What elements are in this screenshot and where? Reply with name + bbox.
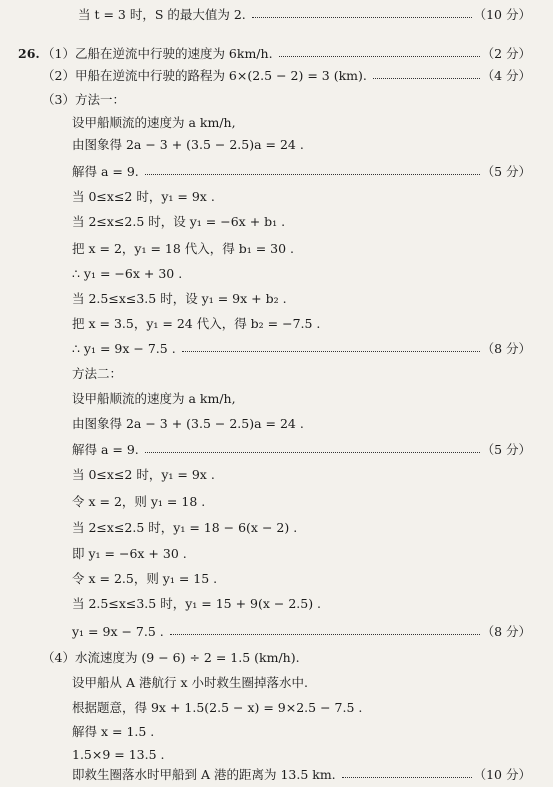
line-text: ∴ y₁ = −6x + 30 . bbox=[72, 266, 183, 281]
line-text: 方法二： bbox=[72, 366, 123, 381]
dotted-leader bbox=[252, 17, 472, 18]
question-number: 26. bbox=[18, 46, 40, 61]
line-text: 解得 a = 9. bbox=[72, 442, 139, 457]
score-points: （10 分） bbox=[473, 7, 531, 22]
line-text: （1）乙船在逆流中行驶的速度为 6km/h. bbox=[42, 46, 273, 61]
solution-line bbox=[0, 516, 553, 540]
solution-line bbox=[0, 696, 553, 720]
line-text: 令 x = 2.5，则 y₁ = 15 . bbox=[72, 571, 218, 586]
solution-line bbox=[0, 412, 553, 436]
solution-line bbox=[0, 438, 553, 462]
solution-line bbox=[0, 542, 553, 566]
solution-line bbox=[0, 490, 553, 514]
solution-line bbox=[0, 312, 553, 336]
line-text: （4）水流速度为 (9 − 6) ÷ 2 = 1.5 (km/h). bbox=[42, 650, 300, 665]
line-text: 1.5×9 = 13.5 . bbox=[72, 747, 165, 762]
solution-line bbox=[0, 160, 553, 184]
line-text: 由图象得 2a − 3 + (3.5 − 2.5)a = 24 . bbox=[72, 137, 304, 152]
solution-line bbox=[0, 64, 553, 88]
solution-line bbox=[0, 362, 553, 386]
score-points: （2 分） bbox=[481, 46, 531, 61]
line-text: （3）方法一： bbox=[42, 92, 125, 107]
line-text: 当 0≤x≤2 时，y₁ = 9x . bbox=[72, 467, 215, 482]
solution-line bbox=[0, 337, 553, 361]
solution-line bbox=[0, 720, 553, 744]
line-text: 当 2≤x≤2.5 时，设 y₁ = −6x + b₁ . bbox=[72, 214, 286, 229]
solution-line bbox=[0, 262, 553, 286]
line-text: 当 2.5≤x≤3.5 时，y₁ = 15 + 9(x − 2.5) . bbox=[72, 596, 322, 611]
score-points: （10 分） bbox=[473, 767, 531, 782]
solution-line bbox=[0, 237, 553, 261]
solution-line bbox=[0, 387, 553, 411]
solution-line bbox=[0, 42, 553, 66]
solution-line bbox=[0, 646, 553, 670]
solution-line bbox=[0, 287, 553, 311]
dotted-leader bbox=[342, 777, 472, 778]
score-points: （5 分） bbox=[481, 442, 531, 457]
line-text: ∴ y₁ = 9x − 7.5 . bbox=[72, 341, 176, 356]
line-text: 把 x = 3.5，y₁ = 24 代入，得 b₂ = −7.5 . bbox=[72, 316, 321, 331]
line-text: 即救生圈落水时甲船到 A 港的距离为 13.5 km. bbox=[72, 767, 336, 782]
solution-line bbox=[0, 210, 553, 234]
line-text: 设甲船从 A 港航行 x 小时救生圈掉落水中. bbox=[72, 675, 308, 690]
solution-line bbox=[0, 111, 553, 135]
line-text: 当 2≤x≤2.5 时，y₁ = 18 − 6(x − 2) . bbox=[72, 520, 298, 535]
solution-line bbox=[0, 463, 553, 487]
score-points: （8 分） bbox=[481, 341, 531, 356]
solution-line bbox=[0, 592, 553, 616]
dotted-leader bbox=[373, 78, 480, 79]
line-text: （2）甲船在逆流中行驶的路程为 6×(2.5 − 2) = 3 (km). bbox=[42, 68, 367, 83]
line-text: y₁ = 9x − 7.5 . bbox=[72, 624, 164, 639]
line-text: 当 0≤x≤2 时，y₁ = 9x . bbox=[72, 189, 215, 204]
line-text: 当 2.5≤x≤3.5 时，设 y₁ = 9x + b₂ . bbox=[72, 291, 287, 306]
line-text: 把 x = 2，y₁ = 18 代入，得 b₁ = 30 . bbox=[72, 241, 295, 256]
dotted-leader bbox=[170, 634, 480, 635]
line-text: 解得 x = 1.5 . bbox=[72, 724, 155, 739]
score-points: （4 分） bbox=[481, 68, 531, 83]
dotted-leader bbox=[145, 452, 480, 453]
solution-line bbox=[0, 3, 553, 27]
line-text: 令 x = 2，则 y₁ = 18 . bbox=[72, 494, 206, 509]
line-text: 根据题意，得 9x + 1.5(2.5 − x) = 9×2.5 − 7.5 . bbox=[72, 700, 363, 715]
solution-line bbox=[0, 185, 553, 209]
dotted-leader bbox=[145, 174, 480, 175]
score-points: （5 分） bbox=[481, 164, 531, 179]
line-text: 解得 a = 9. bbox=[72, 164, 139, 179]
solution-line bbox=[0, 671, 553, 695]
line-text: 设甲船顺流的速度为 a km/h, bbox=[72, 391, 236, 406]
line-text: 由图象得 2a − 3 + (3.5 − 2.5)a = 24 . bbox=[72, 416, 304, 431]
line-text: 设甲船顺流的速度为 a km/h, bbox=[72, 115, 236, 130]
solution-line bbox=[0, 763, 553, 787]
line-text: 当 t = 3 时，S 的最大值为 2. bbox=[78, 7, 246, 22]
solution-line bbox=[0, 133, 553, 157]
score-points: （8 分） bbox=[481, 624, 531, 639]
dotted-leader bbox=[279, 56, 480, 57]
solution-line bbox=[0, 567, 553, 591]
line-text: 即 y₁ = −6x + 30 . bbox=[72, 546, 187, 561]
solution-line bbox=[0, 620, 553, 644]
solution-line bbox=[0, 88, 553, 112]
dotted-leader bbox=[182, 351, 480, 352]
